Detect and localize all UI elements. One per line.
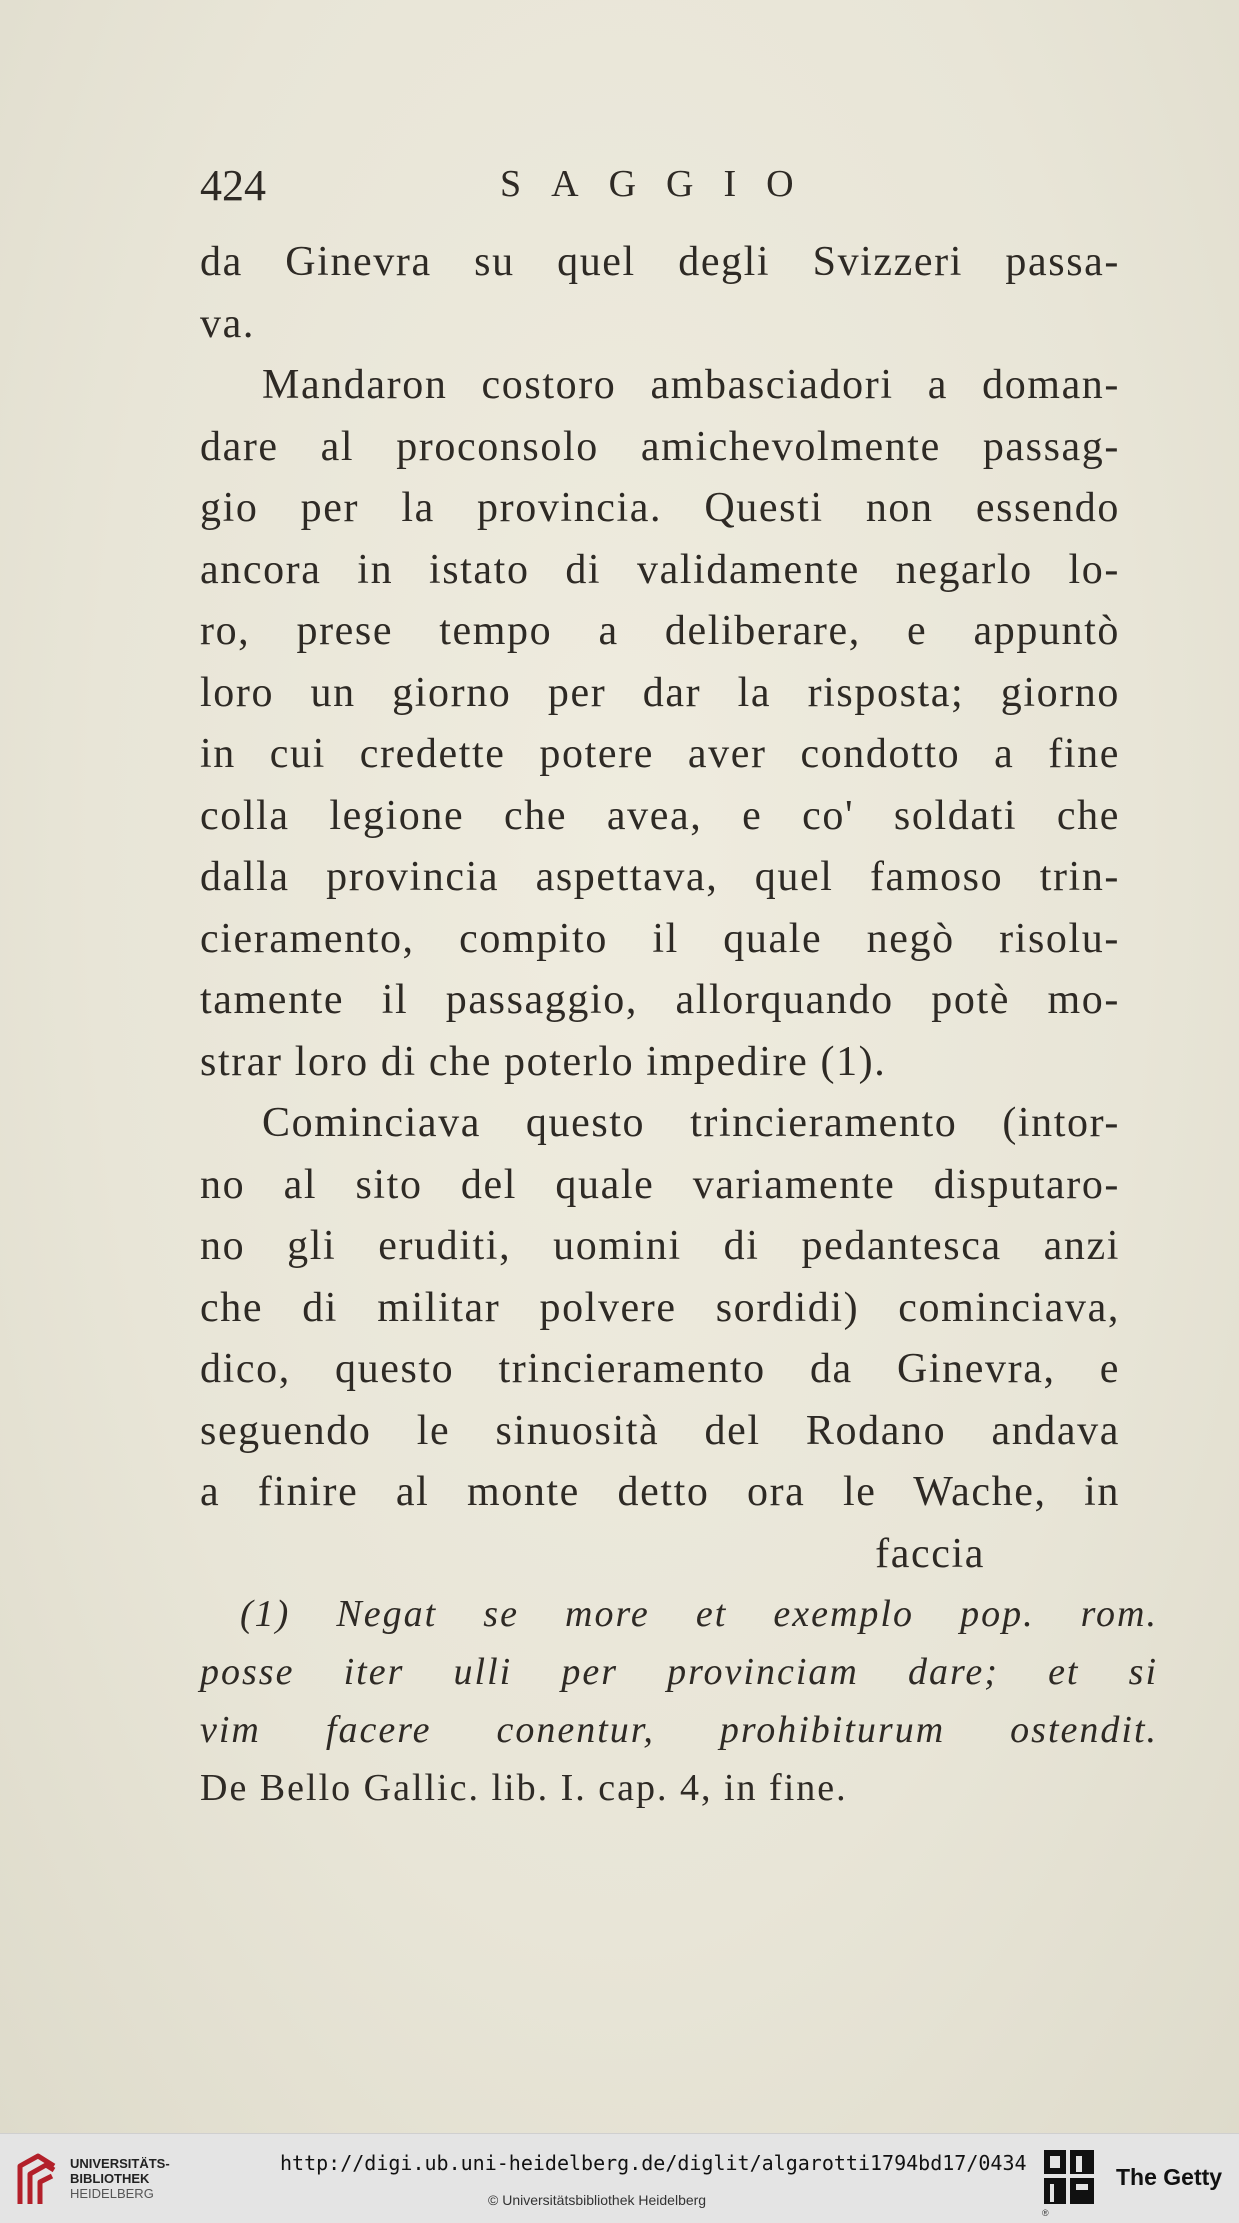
- page-header: [200, 160, 1120, 220]
- text-line: va.: [200, 300, 255, 347]
- heidelberg-library-logo-icon: [14, 2152, 60, 2210]
- text-line: Cominciava questo trincieramento (intor-: [262, 1100, 1120, 1146]
- footnotes: [200, 1585, 1158, 1817]
- page-number: 424: [200, 161, 266, 210]
- running-head: SAGGIO: [500, 163, 824, 205]
- text-line: gio per la provincia. Questi non essendo: [200, 485, 1120, 531]
- getty-logo-icon: [1042, 2148, 1096, 2206]
- text-line: colla legione che avea, e co' soldati che: [200, 792, 1120, 839]
- text-line: strar loro di che poterlo impedire (1).: [200, 1038, 887, 1085]
- registered-mark: ®: [1042, 2208, 1049, 2218]
- text-line: che di militar polvere sordidi) cominciava,: [200, 1284, 1120, 1331]
- copyright-notice: © Universitätsbibliothek Heidelberg: [488, 2192, 707, 2208]
- text-line: no al sito del quale variamente disputaro-: [200, 1161, 1120, 1208]
- text-line: dalla provincia aspettava, quel famoso trin-: [200, 854, 1120, 900]
- viewer-footer: [0, 2133, 1239, 2223]
- footnote-line: (1) Negat se more et exemplo pop. rom.: [240, 1593, 1158, 1635]
- getty-label: The Getty: [1116, 2164, 1223, 2190]
- footnote-line: posse iter ulli per provinciam dare; et si: [200, 1651, 1158, 1693]
- body-text: [200, 232, 1120, 1585]
- catchword: faccia: [875, 1530, 985, 1577]
- text-line: da Ginevra su quel degli Svizzeri passa-: [200, 239, 1120, 285]
- text-line: a finire al monte detto ora le Wache, in: [200, 1469, 1120, 1515]
- text-line: seguendo le sinuosità del Rodano andava: [200, 1407, 1120, 1454]
- footnote-line: vim facere conentur, prohibiturum ostendit.: [200, 1709, 1158, 1751]
- permalink[interactable]: http://digi.ub.uni-heidelberg.de/diglit/algarotti1794bd17/0434: [280, 2151, 1027, 2175]
- text-line: cieramento, compito il quale negò risolu-: [200, 915, 1120, 962]
- text-line: loro un giorno per dar la risposta; giorno: [200, 669, 1120, 716]
- text-line: ro, prese tempo a deliberare, e appuntò: [200, 608, 1120, 654]
- text-line: ancora in istato di validamente negarlo lo-: [200, 546, 1120, 593]
- library-name: UNIVERSITÄTS- BIBLIOTHEK HEIDELBERG: [70, 2156, 170, 2201]
- text-line: Mandaron costoro ambasciadori a doman-: [262, 362, 1120, 408]
- text-line: no gli eruditi, uomini di pedantesca anzi: [200, 1223, 1120, 1269]
- text-line: dare al proconsolo amichevolmente passag-: [200, 423, 1120, 470]
- text-line: tamente il passaggio, allorquando potè mo-: [200, 977, 1120, 1023]
- footnote-line: De Bello Gallic. lib. I. cap. 4, in fine.: [200, 1767, 848, 1809]
- text-line: in cui credette potere aver condotto a fine: [200, 731, 1120, 777]
- text-line: dico, questo trincieramento da Ginevra, e: [200, 1346, 1120, 1392]
